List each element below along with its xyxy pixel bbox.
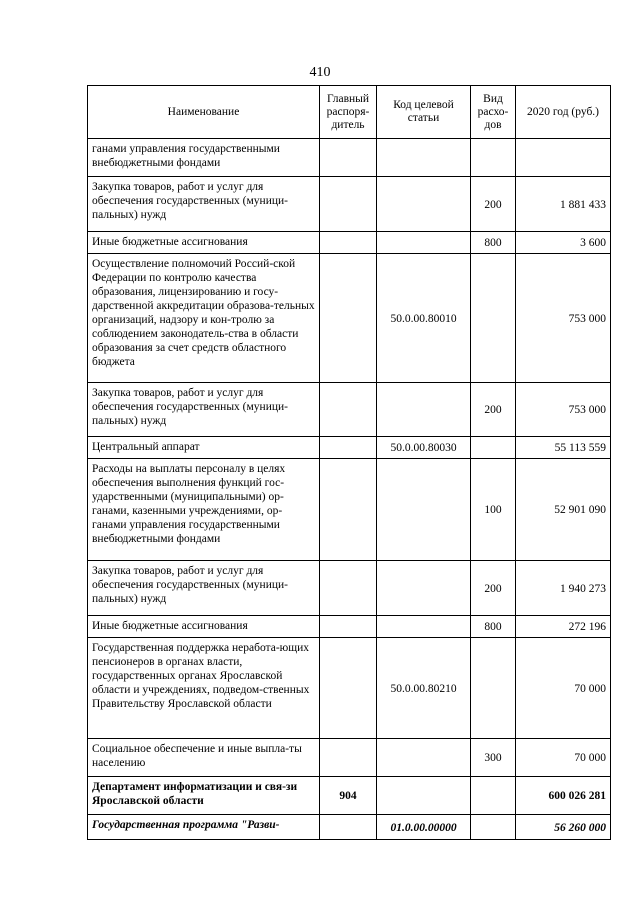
cell-name: Иные бюджетные ассигнования [88,616,320,638]
cell-chief-administrator [320,739,377,777]
table-row [88,232,611,254]
cell-target-code: 50.0.00.80210 [377,638,471,739]
cell-expense-type: 800 [471,616,516,638]
cell-amount: 1 940 273 [516,561,611,616]
cell-amount: 70 000 [516,638,611,739]
budget-table [87,85,611,840]
cell-name: Иные бюджетные ассигнования [88,232,320,254]
table-row [88,254,611,383]
table-row [88,139,611,177]
cell-chief-administrator [320,561,377,616]
cell-amount [516,139,611,177]
cell-target-code [377,777,471,815]
cell-target-code: 50.0.00.80010 [377,254,471,383]
cell-chief-administrator [320,459,377,561]
header-name: Наименование [88,86,320,139]
header-row [88,86,611,139]
cell-name: ганами управления государственными внебюджетными фондами [88,139,320,177]
table-row [88,815,611,840]
cell-expense-type: 200 [471,177,516,232]
cell-expense-type: 100 [471,459,516,561]
cell-name: Государственная поддержка неработа-ющих пенсионеров в органах власти, государственных органах Ярославской области и учреждениях, подведом-ственных Правительству Ярославской области [88,638,320,739]
table-row [88,437,611,459]
cell-expense-type [471,638,516,739]
cell-chief-administrator [320,232,377,254]
cell-target-code [377,561,471,616]
cell-chief-administrator [320,254,377,383]
table-row [88,561,611,616]
cell-target-code: 01.0.00.00000 [377,815,471,840]
cell-target-code [377,616,471,638]
table-row [88,616,611,638]
cell-chief-administrator [320,616,377,638]
cell-chief-administrator [320,815,377,840]
cell-name: Закупка товаров, работ и услуг для обеспечения государственных (муници-пальных) нужд [88,561,320,616]
cell-expense-type [471,777,516,815]
cell-chief-administrator [320,177,377,232]
cell-amount: 3 600 [516,232,611,254]
cell-amount: 272 196 [516,616,611,638]
cell-expense-type: 200 [471,383,516,437]
cell-expense-type: 800 [471,232,516,254]
cell-amount: 753 000 [516,383,611,437]
cell-target-code [377,177,471,232]
table-body [88,139,611,840]
cell-chief-administrator [320,437,377,459]
cell-target-code [377,383,471,437]
table-row [88,383,611,437]
cell-amount: 55 113 559 [516,437,611,459]
table-row [88,739,611,777]
header-target-code: Код целевой статьи [377,86,471,139]
cell-chief-administrator: 904 [320,777,377,815]
header-chief-administrator: Главный распоря-дитель [320,86,377,139]
cell-amount: 70 000 [516,739,611,777]
cell-expense-type [471,139,516,177]
cell-amount: 1 881 433 [516,177,611,232]
cell-name: Департамент информатизации и свя-зи Ярославской области [88,777,320,815]
cell-name: Социальное обеспечение и иные выпла-ты населению [88,739,320,777]
table-row [88,638,611,739]
cell-chief-administrator [320,638,377,739]
cell-name: Расходы на выплаты персоналу в целях обеспечения выполнения функций гос-ударственными (муниципальными) ор-ганами, казенными учреждениями, ор-ганами управления государственными внебюджетными фондами [88,459,320,561]
cell-target-code [377,232,471,254]
cell-target-code [377,739,471,777]
cell-expense-type [471,815,516,840]
cell-name: Государственная программа "Разви- [88,815,320,840]
cell-name: Закупка товаров, работ и услуг для обеспечения государственных (муници-пальных) нужд [88,383,320,437]
page-number: 410 [309,65,331,80]
cell-expense-type [471,437,516,459]
cell-chief-administrator [320,139,377,177]
cell-name: Закупка товаров, работ и услуг для обеспечения государственных (муници-пальных) нужд [88,177,320,232]
cell-expense-type: 300 [471,739,516,777]
table-row [88,177,611,232]
cell-amount: 600 026 281 [516,777,611,815]
cell-expense-type [471,254,516,383]
header-amount: 2020 год (руб.) [516,86,611,139]
cell-name: Осуществление полномочий Россий-ской Федерации по контролю качества образования, лицензированию и госу-дарственной аккредитации образова-тельных организаций, надзору и кон-тролю за соблюдением законодатель-ства в области образования за счет средств областного бюджета [88,254,320,383]
cell-chief-administrator [320,383,377,437]
cell-target-code: 50.0.00.80030 [377,437,471,459]
cell-name: Центральный аппарат [88,437,320,459]
cell-target-code [377,139,471,177]
cell-amount: 56 260 000 [516,815,611,840]
header-expense-type: Вид расхо-дов [471,86,516,139]
cell-amount: 753 000 [516,254,611,383]
table-row [88,459,611,561]
cell-target-code [377,459,471,561]
cell-amount: 52 901 090 [516,459,611,561]
table-row [88,777,611,815]
cell-expense-type: 200 [471,561,516,616]
